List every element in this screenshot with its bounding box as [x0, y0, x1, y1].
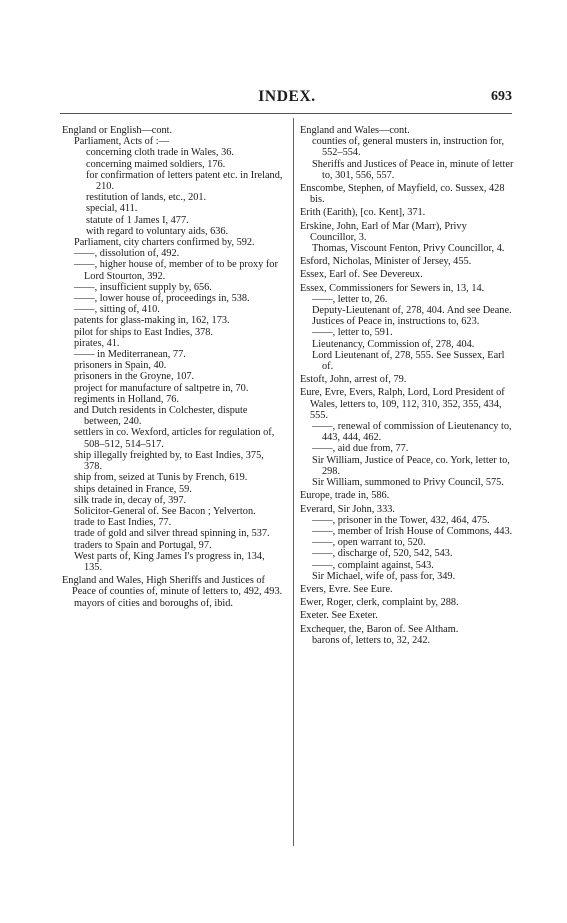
- index-entry: Exeter. See Exeter.: [300, 610, 378, 622]
- index-entry: ——, higher house of, member of to be proxy for Lord Stourton, 392.: [74, 259, 278, 282]
- index-entry: Lord Lieutenant of, 278, 555. See Sussex, Earl of.: [312, 349, 505, 373]
- index-entry: ship from, seized at Tunis by French, 619.: [74, 472, 248, 484]
- index-entry: counties of, general musters in, instruction for, 552–554.: [312, 136, 505, 159]
- index-entry: ——, aid due from, 77.: [312, 443, 409, 455]
- index-entry: statute of 1 James I, 477.: [86, 214, 189, 226]
- index-entry: prisoners in Spain, 40.: [74, 360, 167, 372]
- index-entry: Parliament, Acts of :—: [74, 136, 169, 148]
- index-entry: England or English—cont.: [62, 125, 173, 136]
- index-entry: ——, insufficient supply by, 656.: [74, 281, 212, 293]
- index-entry: patents for glass-making in, 162, 173.: [74, 315, 230, 327]
- index-entry: ——, letter to, 26.: [312, 293, 388, 305]
- index-entry: Erskine, John, Earl of Mar (Marr), Privy Councillor, 3.: [300, 220, 467, 243]
- column-divider: [293, 118, 294, 846]
- index-entry: Essex, Commissioners for Sewers in, 13, 14.: [300, 282, 485, 294]
- index-entry: ——, lower house of, proceedings in, 538.: [74, 293, 250, 305]
- index-entry: ship illegally freighted by, to East Indies, 375, 378.: [74, 449, 264, 473]
- index-entry: ——, prisoner in the Tower, 432, 464, 475.: [312, 514, 490, 526]
- index-entry: Sir Michael, wife of, pass for, 349.: [312, 570, 456, 582]
- index-entry: pirates, 41.: [74, 337, 120, 349]
- index-entry: restitution of lands, etc., 201.: [86, 192, 207, 204]
- page-number: 693: [491, 89, 512, 104]
- index-entry: West parts of, King James I's progress in, 134, 135.: [74, 550, 265, 573]
- index-entry: Solicitor-General of. See Bacon ; Yelverton.: [74, 505, 256, 517]
- index-entry: special, 411.: [86, 203, 138, 215]
- index-entry: with regard to voluntary aids, 636.: [86, 225, 229, 237]
- index-entry: Justices of Peace in, instructions to, 623.: [312, 316, 480, 328]
- index-entry: Deputy-Lieutenant of, 278, 404. And see Deane.: [312, 305, 512, 317]
- index-entry: Essex, Earl of. See Devereux.: [300, 269, 423, 281]
- page-header: [62, 88, 512, 112]
- index-entry: concerning cloth trade in Wales, 36.: [86, 147, 234, 159]
- index-entry: Sir William, Justice of Peace, co. York, letter to, 298.: [312, 454, 510, 477]
- index-entry: Sheriffs and Justices of Peace in, minute of letter to, 301, 556, 557.: [312, 158, 514, 181]
- index-entry: Erith (Earith), [co. Kent], 371.: [300, 207, 426, 219]
- index-entry: England and Wales, High Sheriffs and Justices of Peace of counties of, minute of letters to, 492, 493.: [62, 575, 283, 598]
- index-entry: traders to Spain and Portugal, 97.: [74, 539, 212, 551]
- index-entry: ——, complaint against, 543.: [312, 559, 434, 571]
- index-column-left: [62, 125, 284, 609]
- index-entry: Esford, Nicholas, Minister of Jersey, 455.: [300, 256, 472, 268]
- index-entry: ——, member of Irish House of Commons, 443.: [312, 525, 513, 537]
- header-rule: [60, 113, 512, 114]
- index-entry: Parliament, city charters confirmed by, 592.: [74, 237, 255, 249]
- index-entry: Ewer, Roger, clerk, complaint by, 288.: [300, 597, 459, 609]
- index-entry: Sir William, summoned to Privy Council, 575.: [312, 477, 504, 489]
- index-entry: ships detained in France, 59.: [74, 483, 192, 495]
- index-entry: Lieutenancy, Commission of, 278, 404.: [312, 338, 475, 350]
- index-entry: Thomas, Viscount Fenton, Privy Councillor, 4.: [312, 243, 505, 255]
- index-entry: England and Wales—cont.: [300, 125, 410, 136]
- index-entry: ——, letter to, 591.: [312, 327, 393, 339]
- index-entry: settlers in co. Wexford, articles for regulation of, 508–512, 514–517.: [74, 427, 275, 450]
- index-entry: project for manufacture of saltpetre in, 70.: [74, 382, 249, 394]
- index-entry: ——, open warrant to, 520.: [312, 537, 426, 549]
- index-entry: mayors of cities and boroughs of, ibid.: [74, 597, 234, 609]
- index-entry: concerning maimed soldiers, 176.: [86, 158, 226, 170]
- index-entry: ——, sitting of, 410.: [74, 304, 160, 316]
- index-entry: for confirmation of letters patent etc. in Ireland, 210.: [86, 169, 283, 193]
- index-entry: Estoft, John, arrest of, 79.: [300, 374, 407, 386]
- index-entry: Everard, Sir John, 333.: [300, 503, 395, 515]
- index-entry: ——, renewal of commission of Lieutenancy to, 443, 444, 462.: [312, 421, 512, 444]
- index-entry: Eure, Evre, Evers, Ralph, Lord, Lord President of Wales, letters to, 109, 112, 310, 352, 355, 434, 555.: [300, 387, 505, 421]
- index-entry: Enscombe, Stephen, of Mayfield, co. Sussex, 428 bis.: [300, 183, 505, 206]
- index-entry: and Dutch residents in Colchester, dispute between, 240.: [74, 405, 248, 428]
- index-entry: pilot for ships to East Indies, 378.: [74, 326, 213, 338]
- index-entry: —— in Mediterranean, 77.: [74, 349, 186, 361]
- page-title: INDEX.: [258, 88, 316, 105]
- index-entry: trade of gold and silver thread spinning in, 537.: [74, 528, 270, 540]
- index-entry: barons of, letters to, 32, 242.: [312, 634, 431, 646]
- index-entry: ——, dissolution of, 492.: [74, 248, 180, 260]
- index-column-right: [300, 125, 514, 646]
- index-entry: ——, discharge of, 520, 542, 543.: [312, 548, 453, 560]
- index-entry: Exchequer, the, Baron of. See Altham.: [300, 623, 459, 635]
- index-entry: silk trade in, decay of, 397.: [74, 494, 187, 506]
- index-entry: trade to East Indies, 77.: [74, 517, 172, 529]
- index-entry: Europe, trade in, 586.: [300, 490, 390, 502]
- index-entry: regiments in Holland, 76.: [74, 393, 179, 405]
- index-entry: prisoners in the Groyne, 107.: [74, 371, 195, 383]
- index-entry: Evers, Evre. See Eure.: [300, 583, 393, 595]
